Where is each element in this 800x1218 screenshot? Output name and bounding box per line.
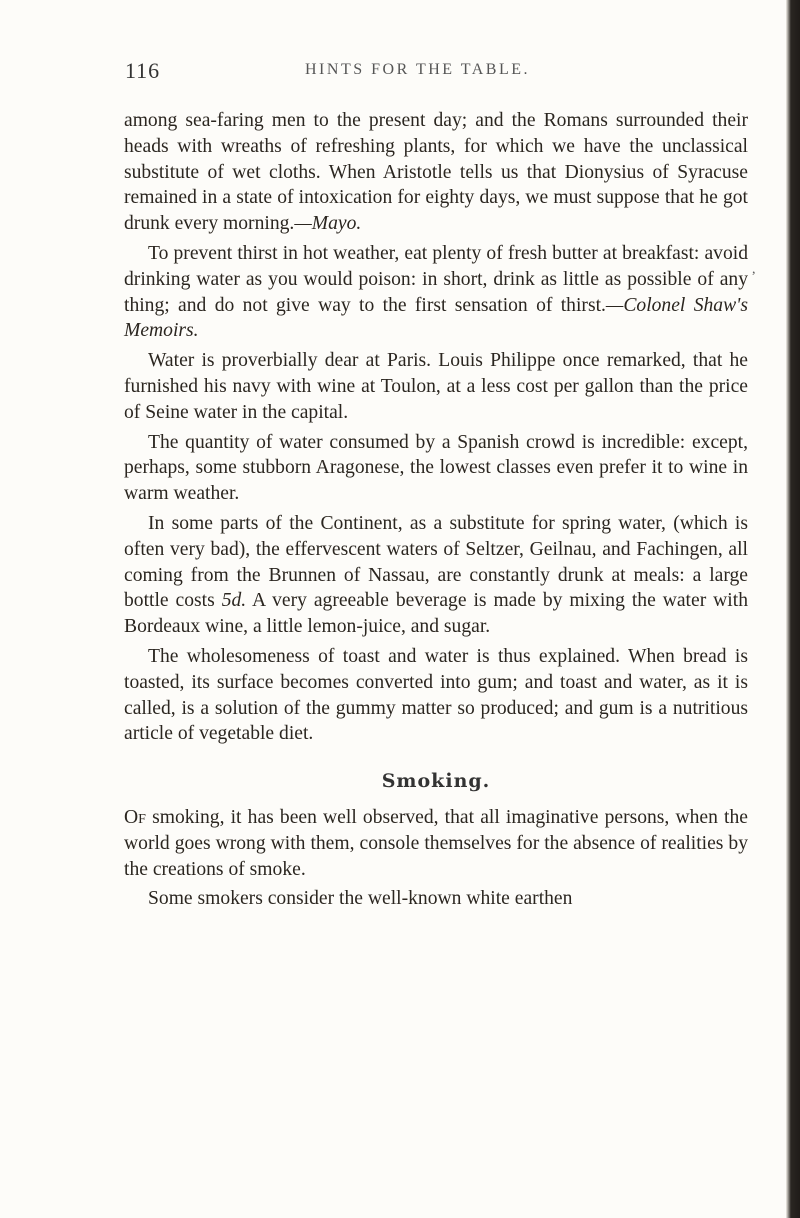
page-edge xyxy=(786,0,800,1218)
paragraph-text: In some parts of the Continent, as a substitute for spring water, (which is often very bad), the effervescent waters of Seltzer, Geilnau, and Fachingen, all coming from the Brunnen of Nassau, are constantly drunk at meals: a large bottle costs xyxy=(124,512,748,612)
section-heading: Smoking. xyxy=(381,770,491,793)
paragraph xyxy=(124,511,748,640)
paragraph: The quantity of water consumed by a Spanish crowd is incredible: except, perhaps, some stubborn Aragonese, the lowest classes even prefer it to wine in warm weather. xyxy=(124,431,748,505)
paragraph xyxy=(124,805,748,882)
page-number: 116 xyxy=(125,58,161,83)
stray-mark: , xyxy=(752,262,756,277)
price: 5d. xyxy=(221,590,247,612)
running-head xyxy=(125,58,745,86)
lead-word: Of xyxy=(124,806,146,828)
paragraph: Some smokers consider the well-known white earthen xyxy=(148,888,573,910)
paragraph-text: To prevent thirst in hot weather, eat plenty of fresh butter at breakfast: avoid drinking water as you would poison: in short, drink as little as possible of any thing; and do not give way to the first sensation of thirst. xyxy=(124,242,748,316)
paragraph-text: among sea-faring men to the present day; and the Romans surrounded their heads with wreaths of refreshing plants, for which we have the unclassical substitute of wet cloths. When Aristotle tells us that Dionysius of Syracuse remained in a state of intoxication for eighty days, we must suppose that he got drunk every morning. xyxy=(124,110,748,235)
paragraph: Water is proverbially dear at Paris. Louis Philippe once remarked, that he furnished his navy with wine at Toulon, at a less cost per gallon than the price of Seine water in the capital. xyxy=(124,350,748,423)
paragraph-text: A very agreeable beverage is made by mixing the water with Bordeaux wine, a little lemon-juice, and sugar. xyxy=(124,590,748,638)
citation: —Colonel Shaw's Memoirs. xyxy=(124,294,748,342)
paragraph-text: smoking, it has been well observed, that all imaginative persons, when the world goes wrong with them, console themselves for the absence of realities by the creations of smoke. xyxy=(124,806,748,880)
paragraph xyxy=(124,241,748,344)
paragraph: The wholesomeness of toast and water is thus explained. When bread is toasted, its surface becomes converted into gum; and toast and water, as it is called, is a solution of the gummy matter so produced; and gum is a nutritious article of vegetable diet. xyxy=(124,645,748,745)
body-text xyxy=(124,108,748,912)
citation: —Mayo. xyxy=(294,213,362,235)
paragraph-continuation xyxy=(124,108,748,237)
running-title: HINTS FOR THE TABLE. xyxy=(305,61,531,78)
